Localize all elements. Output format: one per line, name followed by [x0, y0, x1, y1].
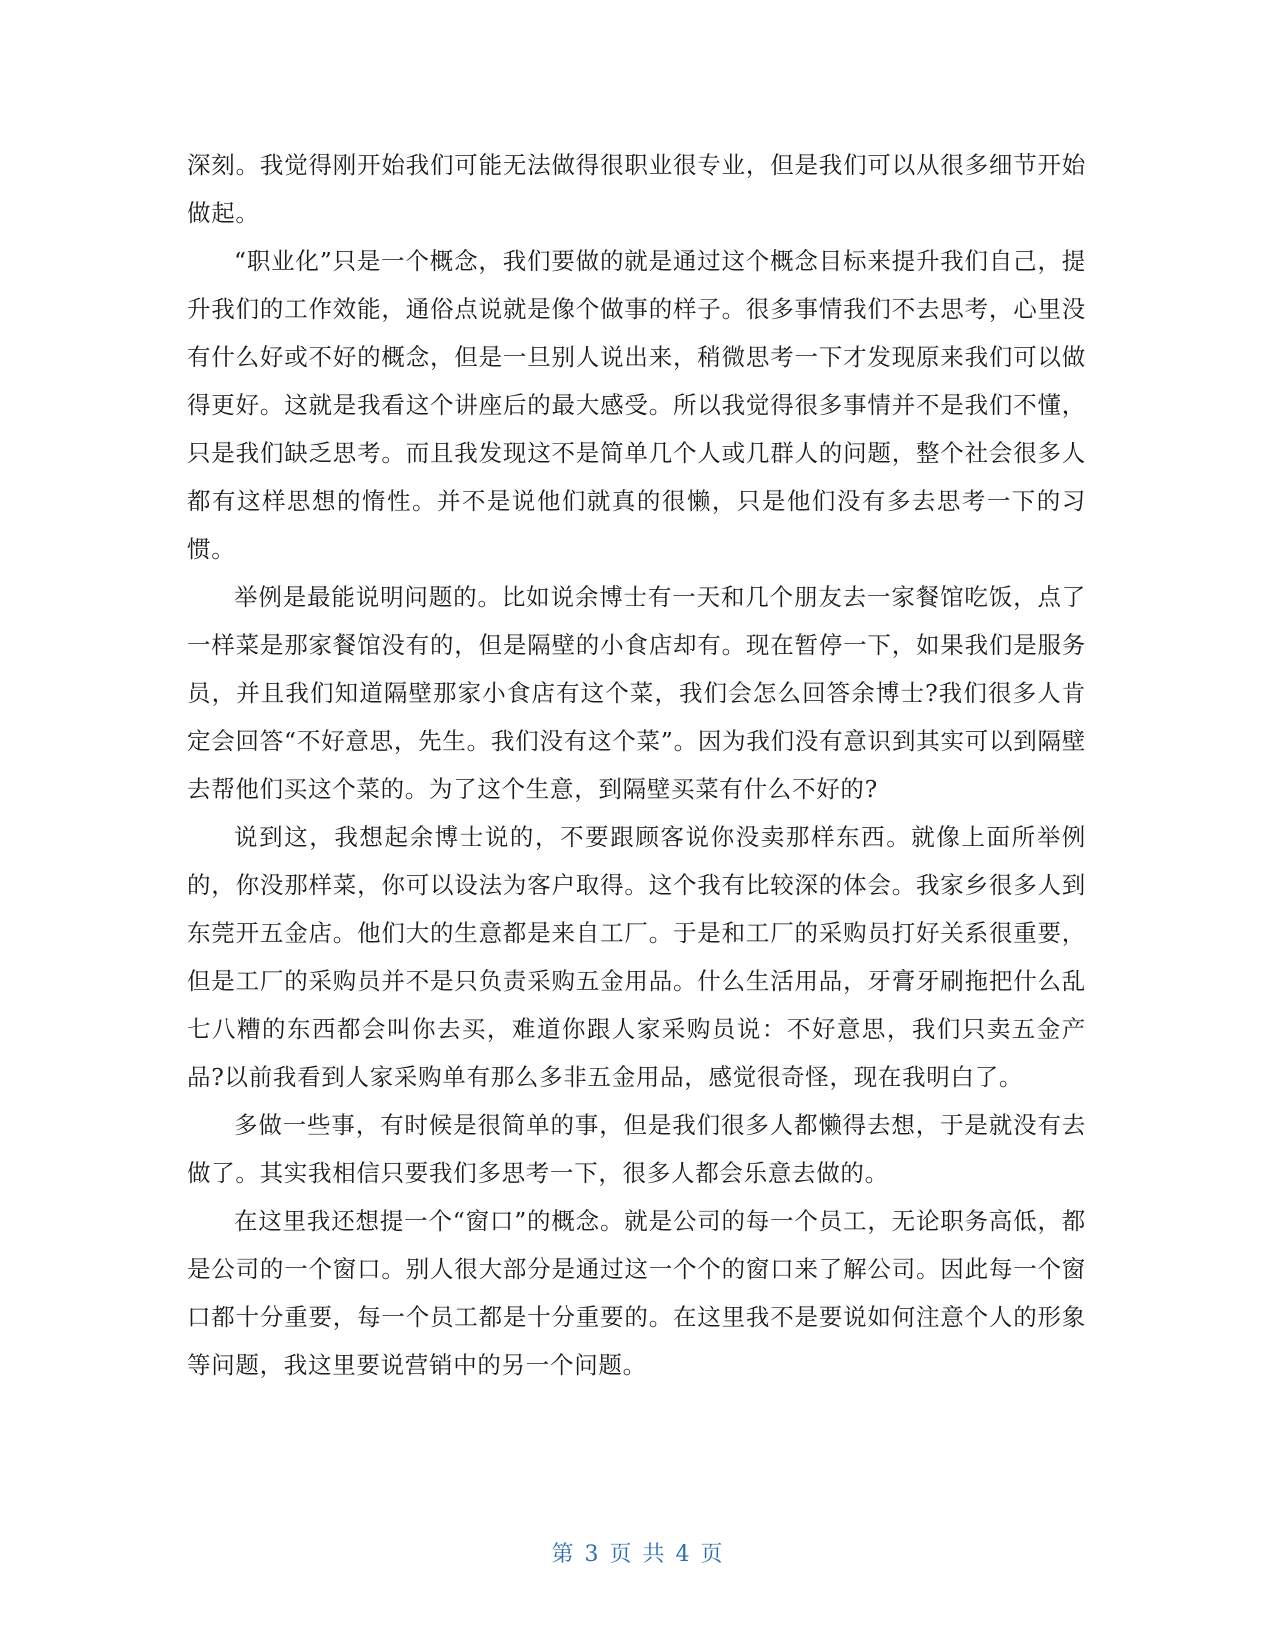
footer-total-word: 页: [700, 1542, 724, 1567]
paragraph-window-concept: 在这里我还想提一个“窗口”的概念。就是公司的每一个员工，无论职务高低，都是公司的一个窗口。别人很大部分是通过这一个个的窗口来了解公司。因此每一个窗口都十分重要，每一个员工都是十分重要的。在这里我不是要说如何注意个人的形象等问题，我这里要说营销中的另一个问题。: [187, 1207, 1086, 1379]
footer-page-number: 3: [584, 1542, 600, 1567]
paragraph-hardware-store: 说到这，我想起余博士说的，不要跟顾客说你没卖那样东西。就像上面所举例的，你没那样菜，你可以设法为客户取得。这个我有比较深的体会。我家乡很多人到东莞开五金店。他们大的生意都是来自工厂。于是和工厂的采购员打好关系很重要，但是工厂的采购员并不是只负责采购五金用品。什么生活用品，牙膏牙刷拖把什么乱七八糟的东西都会叫你去买，难道你跟人家采购员说：不好意思，我们只卖五金产品?以前我看到人家采购单有那么多非五金用品，感觉很奇怪，现在我明白了。: [187, 823, 1086, 1091]
paragraph-professionalism: “职业化”只是一个概念，我们要做的就是通过这个概念目标来提升我们自己，提升我们的工作效能，通俗点说就是像个做事的样子。很多事情我们不去思考，心里没有什么好或不好的概念，但是一旦别人说出来，稍微思考一下才发现原来我们可以做得更好。这就是我看这个讲座后的最大感受。所以我觉得很多事情并不是我们不懂，只是我们缺乏思考。而且我发现这不是简单几个人或几群人的问题，整个社会很多人都有这样思想的惰性。并不是说他们就真的很懒，只是他们没有多去思考一下的习惯。: [187, 247, 1086, 563]
page-footer: [0, 1537, 1275, 1568]
document-body: [187, 141, 1086, 1389]
footer-page-word: 页: [609, 1542, 633, 1567]
footer-total-prefix: 共: [642, 1542, 666, 1567]
footer-page-prefix: 第: [551, 1542, 575, 1567]
paragraph-do-more: 多做一些事，有时候是很简单的事，但是我们很多人都懒得去想，于是就没有去做了。其实我相信只要我们多思考一下，很多人都会乐意去做的。: [187, 1111, 1086, 1187]
paragraph-restaurant-example: 举例是最能说明问题的。比如说余博士有一天和几个朋友去一家餐馆吃饭，点了一样菜是那家餐馆没有的，但是隔壁的小食店却有。现在暂停一下，如果我们是服务员，并且我们知道隔壁那家小食店有这个菜，我们会怎么回答余博士?我们很多人肯定会回答“不好意思，先生。我们没有这个菜”。因为我们没有意识到其实可以到隔壁去帮他们买这个菜的。为了这个生意，到隔壁买菜有什么不好的?: [187, 583, 1086, 803]
paragraph-continued: 深刻。我觉得刚开始我们可能无法做得很职业很专业，但是我们可以从很多细节开始做起。: [187, 151, 1086, 227]
footer-total-pages: 4: [675, 1542, 691, 1567]
